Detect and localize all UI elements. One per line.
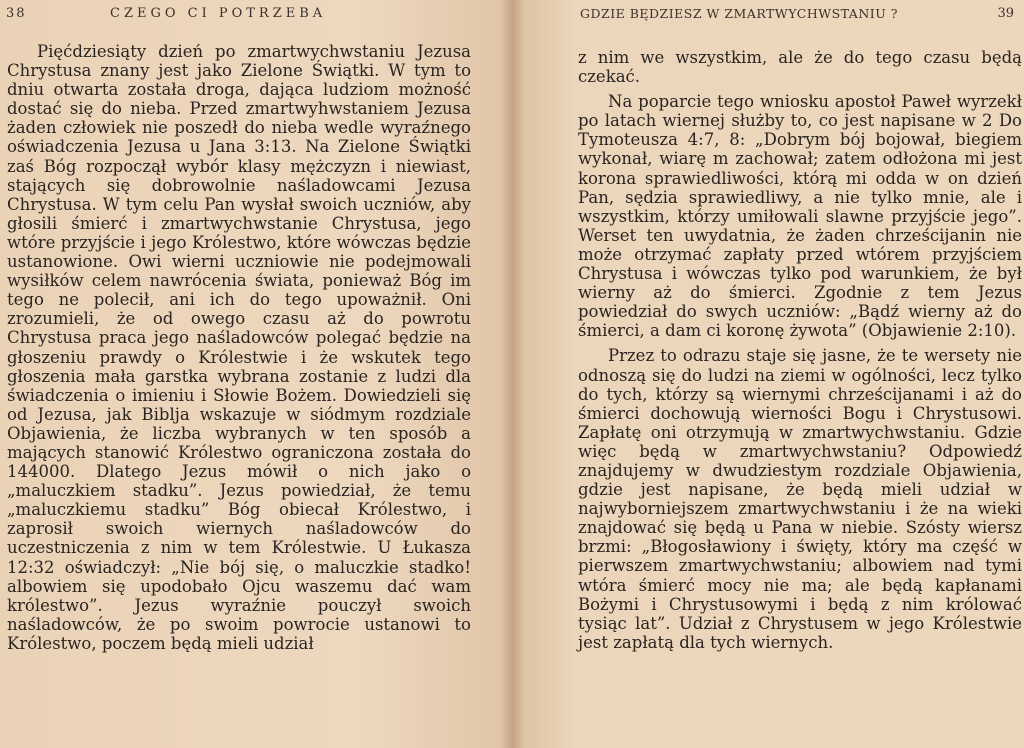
page-number-right: 39 (997, 6, 1014, 21)
book-gutter (500, 0, 524, 748)
page-number-left: 38 (6, 6, 27, 21)
paragraph: Na poparcie tego wniosku apostoł Paweł wyrzekł po latach wiernej służby to, co jest napisane w 2 Do Tymoteusza 4:7, 8: „Dobrym bój bojował, biegiem wykonał, wiarę m zachował; zatem odłożona mi jest korona sprawiedliwości, którą mi odda w on dzień Pan, sędzia sprawiedliwy, a nie tylko mnie, ale i wszystkim, którzy umiłowali slawne przyjście jego”. Werset ten uwydatnia, że żaden chrześcijanin nie może otrzymać zapłaty przed wtórem przyjściem Chrystusa i wówczas tylko pod warunkiem, że był wierny aż do śmierci. Zgodnie z tem Jezus powiedział do swych uczniów: „Bądź wierny aż do śmierci, a dam ci koronę żywota” (Objawienie 2:10). (578, 92, 1022, 341)
running-head-left: CZEGO CI POTRZEBA (110, 6, 327, 21)
paragraph: z nim we wszystkim, ale że do tego czasu będą czekać. (578, 48, 1022, 87)
right-page (512, 0, 1024, 748)
paragraph: Przez to odrazu staje się jasne, że te wersety nie odnoszą się do ludzi na ziemi w ogólności, lecz tylko do tych, którzy są wiernymi chrześcijanami i aż do śmierci dochowują wierności Bogu i Chrystusowi. Zapłatę oni otrzymują w zmartwychwstaniu. Gdzie więc będą w zmartwychwstaniu? Odpowiedź znajdujemy w dwudziestym rozdziale Objawienia, gdzie jest napisane, że będą mieli udział w najwyborniejszem zmartwychwstaniu i że na wieki znajdować się będą u Pana w niebie. Szósty wiersz brzmi: „Błogosławiony i święty, który ma część w pierwszem zmartwychwstaniu; albowiem nad tymi wtóra śmierć mocy nie ma; ale będą kapłanami Bożymi i Chrystusowymi i będą z nim królować tysiąc lat”. Udział z Chrystusem w jego Królestwie jest zapłatą dla tych wiernych. (578, 346, 1022, 652)
right-page-body (578, 48, 1022, 652)
running-head-right: GDZIE BĘDZIESZ W ZMARTWYCHWSTANIU ? (580, 6, 898, 21)
paragraph: Pięćdziesiąty dzień po zmartwychwstaniu Jezusa Chrystusa znany jest jako Zielone Świątki. W tym to dniu otwarta została droga, dająca ludziom możność dostać się do nieba. Przed zmartwyhwstaniem Jezusa żaden człowiek nie poszedł do nieba wedle wyraźnego oświadczenia Jezusa u Jana 3:13. Na Zielone Świątki zaś Bóg rozpoczął wybór klasy mężczyzn i niewiast, stających się dobrowolnie naśladowcami Jezusa Chrystusa. W tym celu Pan wysłał swoich uczniów, aby głosili śmierć i zmartwychwstanie Chrystusa, jego wtóre przyjście i jego Królestwo, które wówczas będzie ustanowione. Owi wierni uczniowie nie podejmowali wysiłków celem nawrócenia świata, ponieważ Bóg im tego ne polecił, ani ich do tego upoważnił. Oni zrozumieli, że od owego czasu aż do powrotu Chrystusa praca jego naśladowców polegać będzie na głoszeniu prawdy o Królestwie i że wskutek tego głoszenia mała garstka wybrana zostanie z ludzi dla świadczenia o imieniu i Słowie Bożem. Dowiedzieli się od Jezusa, jak Biblja wskazuje w siódmym rozdziale Objawienia, że liczba wybranych w ten sposób a mających stanowić Królestwo ograniczona została do 144000. Dlatego Jezus mówił o nich jako o „maluczkiem stadku”. Jezus powiedział, że temu „maluczkiemu stadku” Bóg obiecał Królestwo, i zaprosił swoich wiernych naśladowców do uczestniczenia z nim w tem Królestwie. U Łukasza 12:32 oświadczył: „Nie bój się, o maluczkie stadko! albowiem się upodobało Ojcu waszemu dać wam królestwo”. Jezus wyraźnie pouczył swoich naśladowców, że po swoim powrocie ustanowi to Królestwo, poczem będą mieli udział (7, 42, 471, 653)
left-page-body (7, 42, 471, 653)
